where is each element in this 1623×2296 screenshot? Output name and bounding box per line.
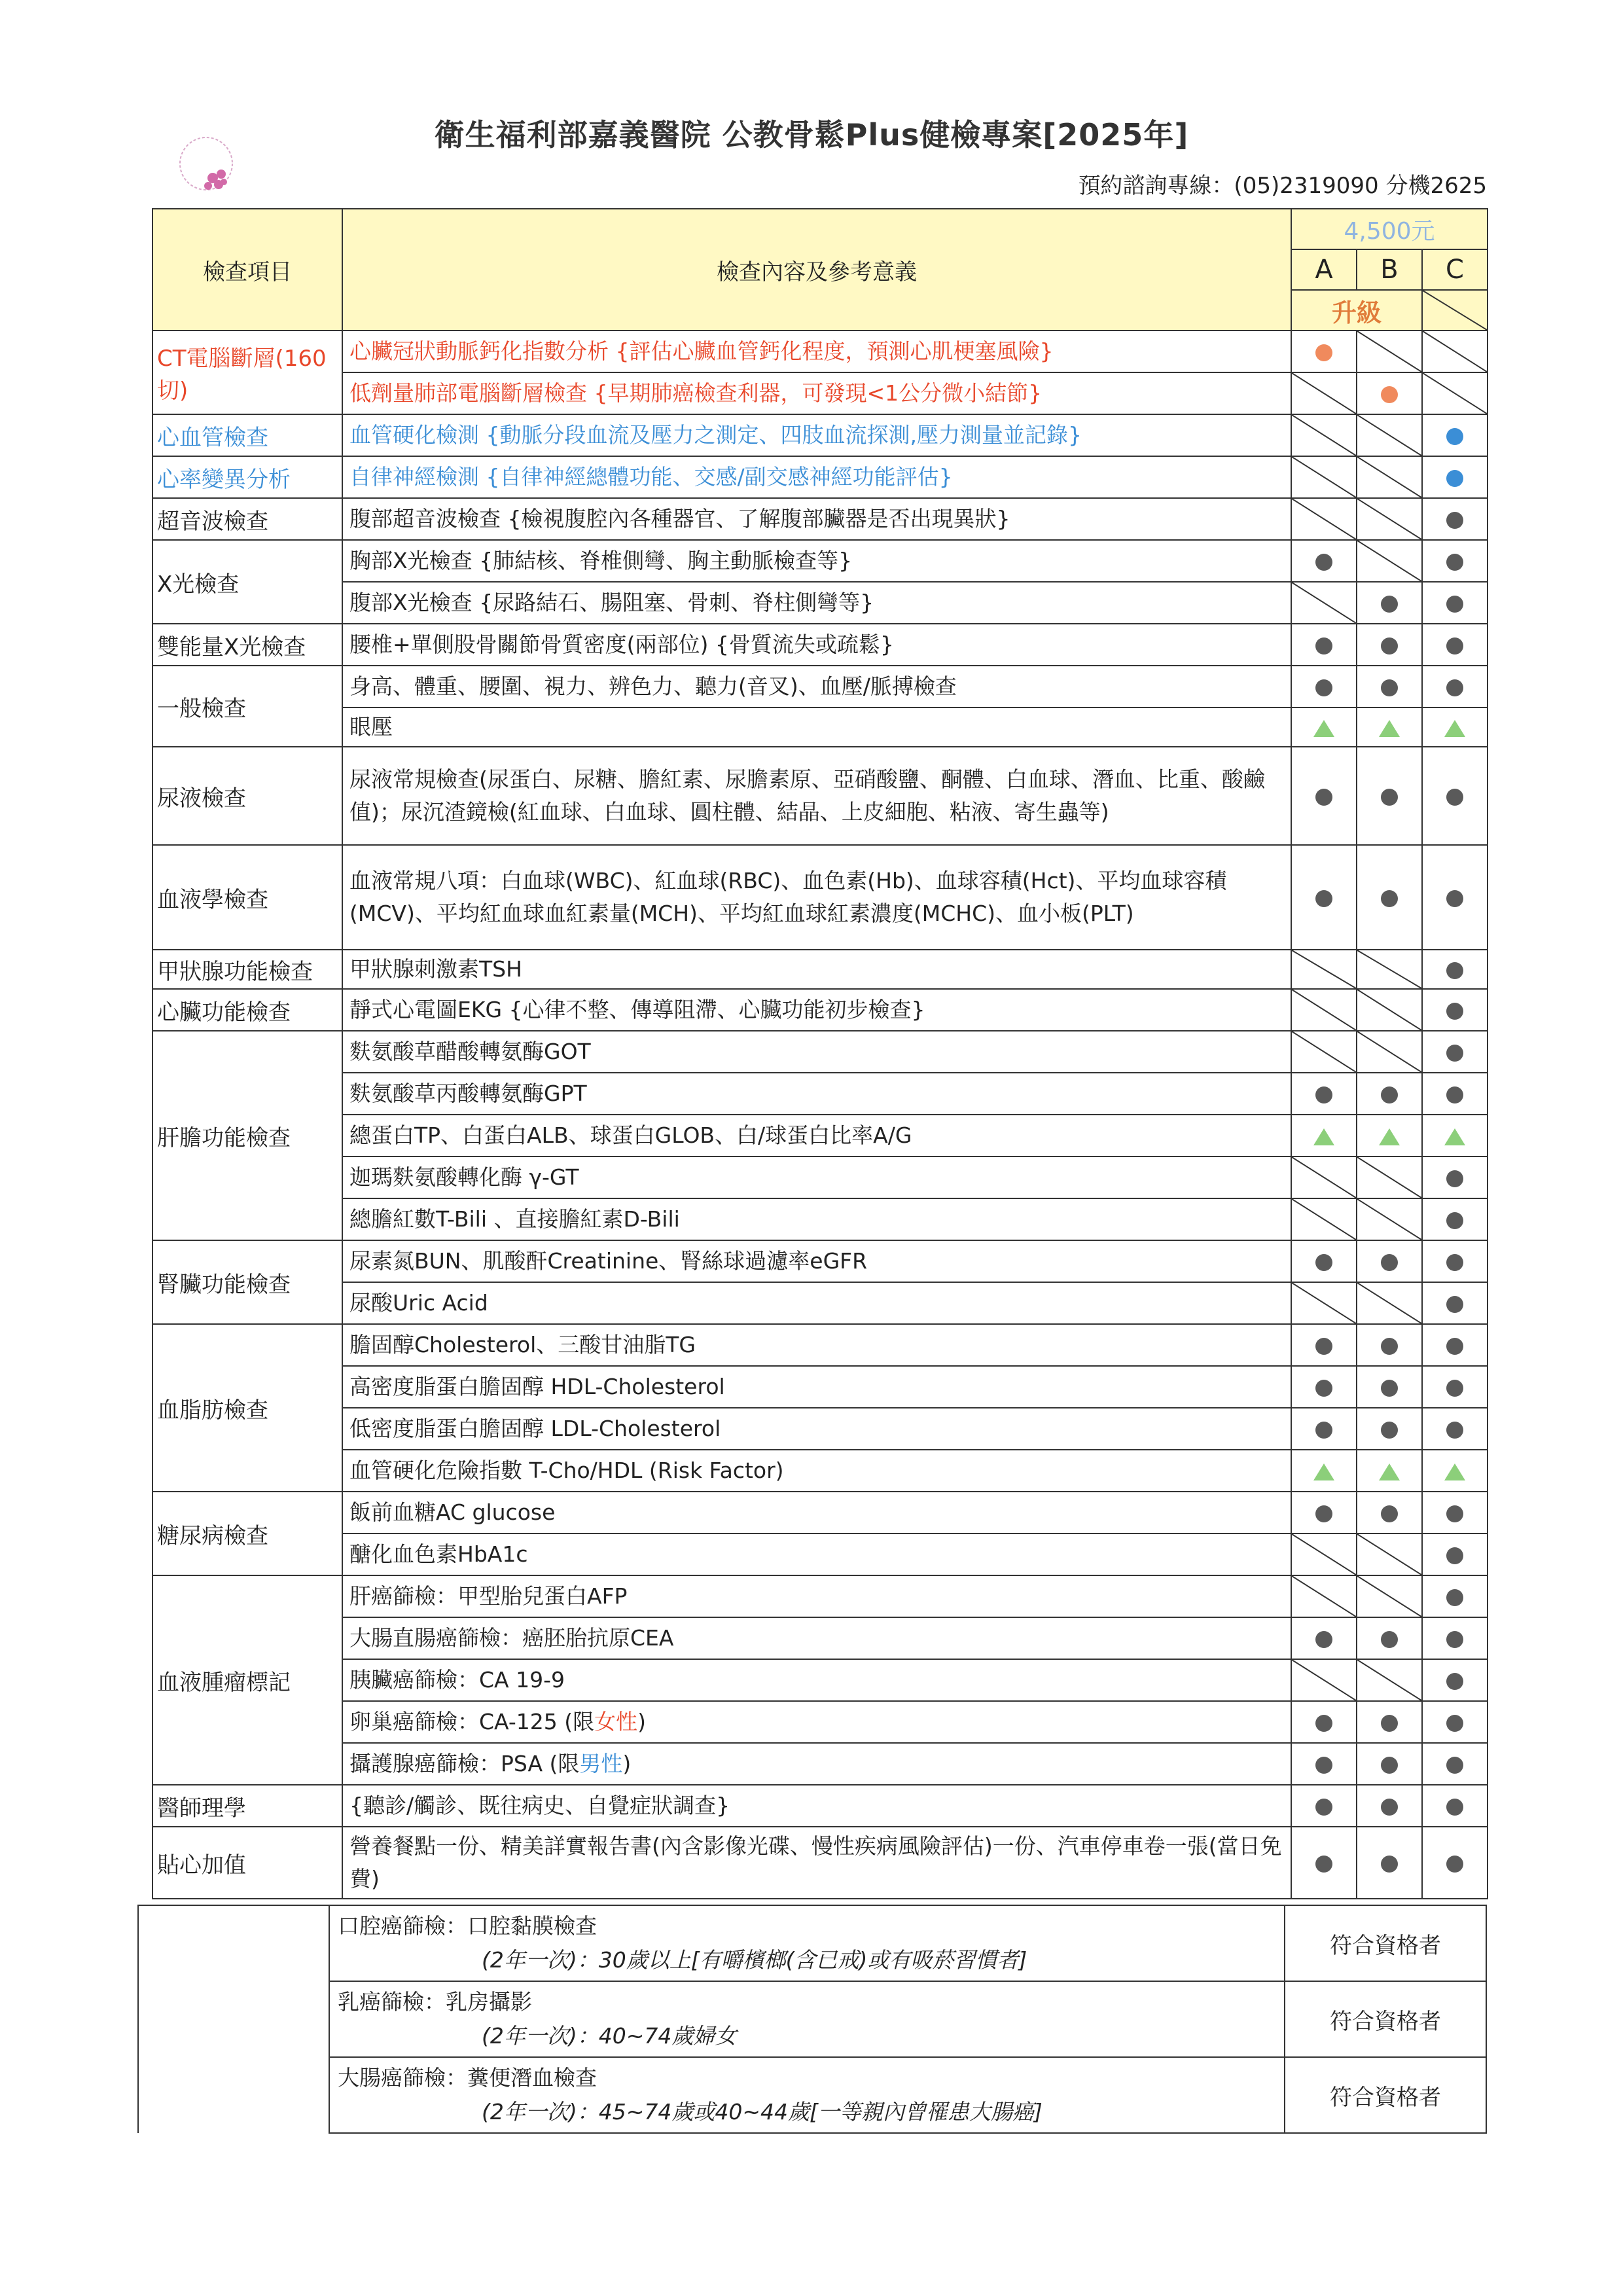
dot-icon: [1315, 789, 1332, 806]
table-row: [152, 747, 1488, 845]
table-row: [152, 1240, 1488, 1282]
plan-b-included: [1357, 1701, 1422, 1743]
plan-c-included: [1422, 1031, 1488, 1073]
table-row: [152, 950, 1488, 989]
plan-a-not-included: [1291, 1157, 1357, 1198]
plan-b-optional: [1357, 708, 1422, 747]
plan-a-not-included: [1291, 1534, 1357, 1575]
plan-c-included: [1422, 1659, 1488, 1701]
table-row: [152, 456, 1488, 498]
plan-c-included: [1422, 414, 1488, 456]
plan-a-optional: [1291, 708, 1357, 747]
screening-cell: [329, 2057, 1285, 2133]
screening-cell: [329, 1905, 1285, 1981]
plan-c-included: [1422, 747, 1488, 845]
category-cell: 心臟功能檢查: [152, 989, 342, 1031]
dot-icon: [1381, 1631, 1398, 1648]
table-row: [152, 1617, 1488, 1659]
table-row: [152, 1701, 1488, 1743]
plan-a-not-included: [1291, 414, 1357, 456]
empty-cell: [138, 1905, 329, 1981]
screening-criteria: (2年一次)：40~74歲婦女: [482, 2023, 737, 2049]
table-row: [152, 1827, 1488, 1899]
plan-a-not-included: [1291, 1575, 1357, 1617]
plan-a-included: [1291, 1827, 1357, 1899]
triangle-icon: [1313, 1463, 1334, 1480]
category-cell: 醫師理學: [152, 1785, 342, 1827]
item-cell: 血管硬化危險指數 T-Cho/HDL (Risk Factor): [342, 1450, 1291, 1492]
item-cell: 麩氨酸草醋酸轉氨酶GOT: [342, 1031, 1291, 1073]
dot-icon: [1381, 1505, 1398, 1522]
item-cell: 總膽紅數T-Bili 、直接膽紅素D-Bili: [342, 1198, 1291, 1240]
dot-icon: [1446, 512, 1463, 529]
plan-b-not-included: [1357, 1282, 1422, 1324]
plan-b-not-included: [1357, 1031, 1422, 1073]
plan-c-included: [1422, 950, 1488, 989]
item-cell: 胰臟癌篩檢：CA 19-9: [342, 1659, 1291, 1701]
plan-c-optional: [1422, 1115, 1488, 1157]
plan-b-not-included: [1357, 456, 1422, 498]
screening-criteria: (2年一次)：30歲以上[有嚼檳榔(含已戒)或有吸菸習慣者]: [482, 1947, 1027, 1973]
dot-icon: [1315, 1254, 1332, 1271]
plan-b-not-included: [1357, 331, 1422, 372]
plan-b-included: [1357, 372, 1422, 414]
plan-a-not-included: [1291, 498, 1357, 540]
item-cell: 大腸直腸癌篩檢：癌胚胎抗原CEA: [342, 1617, 1291, 1659]
screening-title: 口腔癌篩檢：口腔黏膜檢查: [338, 1913, 597, 1939]
table-row: [152, 1324, 1488, 1366]
item-cell: 高密度脂蛋白膽固醇 HDL-Cholesterol: [342, 1366, 1291, 1408]
plan-c-included: [1422, 1534, 1488, 1575]
table-row: [152, 1157, 1488, 1198]
dot-icon: [1446, 1003, 1463, 1020]
plan-a-included: [1291, 845, 1357, 950]
plan-c-included: [1422, 1240, 1488, 1282]
table-row: [152, 1534, 1488, 1575]
table-row: [152, 331, 1488, 372]
plan-a-not-included: [1291, 456, 1357, 498]
eligibility-cell: 符合資格者: [1285, 1905, 1486, 1981]
dot-icon: [1315, 1338, 1332, 1355]
triangle-icon: [1313, 720, 1334, 737]
category-cell: 超音波檢查: [152, 498, 342, 540]
table-row: [152, 1031, 1488, 1073]
dot-icon: [1446, 1338, 1463, 1355]
item-cell: {聽診/觸診、既往病史、自覺症狀調查}: [342, 1785, 1291, 1827]
screening-title: 乳癌篩檢：乳房攝影: [338, 1989, 532, 2015]
plan-a-not-included: [1291, 372, 1357, 414]
dot-icon: [1315, 1380, 1332, 1397]
dot-icon: [1446, 1086, 1463, 1103]
dot-icon: [1446, 1673, 1463, 1690]
plan-a-not-included: [1291, 1282, 1357, 1324]
dot-icon: [1315, 554, 1332, 571]
table-row: [152, 1366, 1488, 1408]
empty-cell: [1422, 290, 1488, 331]
item-cell: 麩氨酸草丙酸轉氨酶GPT: [342, 1073, 1291, 1115]
triangle-icon: [1313, 1128, 1334, 1145]
category-cell: 血液腫瘤標記: [152, 1575, 342, 1785]
table-row: [152, 1408, 1488, 1450]
item-cell: 腰椎+單側股骨關節骨質密度(兩部位) {骨質流失或疏鬆}: [342, 624, 1291, 666]
category-cell: CT電腦斷層(160切): [152, 331, 342, 414]
plan-a-included: [1291, 1785, 1357, 1827]
dot-icon: [1315, 1631, 1332, 1648]
table-row: [152, 1659, 1488, 1701]
dot-icon: [1446, 890, 1463, 907]
dot-icon: [1381, 789, 1398, 806]
item-cell: 血管硬化檢測 {動脈分段血流及壓力之測定、四肢血流探測,壓力測量並記錄}: [342, 414, 1291, 456]
screening-table: [137, 1905, 1487, 2134]
plan-b-not-included: [1357, 498, 1422, 540]
plan-b-included: [1357, 1827, 1422, 1899]
triangle-icon: [1379, 720, 1400, 737]
table-row: [152, 1450, 1488, 1492]
dot-icon: [1315, 344, 1332, 361]
screening-criteria: (2年一次)：45~74歲或40~44歲[一等親內曾罹患大腸癌]: [482, 2099, 1043, 2125]
plan-b-included: [1357, 1240, 1422, 1282]
plan-b-included: [1357, 582, 1422, 624]
screening-title: 大腸癌篩檢：糞便潛血檢查: [338, 2065, 597, 2090]
plan-a-not-included: [1291, 1031, 1357, 1073]
item-cell: 胸部X光檢查 {肺結核、脊椎側彎、胸主動脈檢查等}: [342, 540, 1291, 582]
plan-b-included: [1357, 624, 1422, 666]
category-cell: 雙能量X光檢查: [152, 624, 342, 666]
plan-a-not-included: [1291, 989, 1357, 1031]
plan-a-included: [1291, 624, 1357, 666]
table-row: [152, 498, 1488, 540]
price-label: 4,500元: [1291, 209, 1488, 249]
table-row: [152, 540, 1488, 582]
category-cell: 甲狀腺功能檢查: [152, 950, 342, 989]
plan-c-included: [1422, 989, 1488, 1031]
dot-icon: [1446, 1254, 1463, 1271]
plan-c-included: [1422, 1617, 1488, 1659]
dot-icon: [1446, 1505, 1463, 1522]
plan-b-header: B: [1357, 249, 1422, 290]
gender-limit: 男性: [579, 1751, 623, 1776]
plan-c-included: [1422, 1492, 1488, 1534]
dot-icon: [1315, 1799, 1332, 1816]
plan-c-included: [1422, 498, 1488, 540]
dot-icon: [1446, 1547, 1463, 1564]
plan-c-included: [1422, 845, 1488, 950]
screening-row: [138, 2057, 1486, 2133]
dot-icon: [1446, 1856, 1463, 1873]
category-cell: 血液學檢查: [152, 845, 342, 950]
table-row: [152, 1575, 1488, 1617]
dot-icon: [1381, 637, 1398, 655]
gender-limit: 女性: [594, 1709, 638, 1734]
dot-icon: [1381, 1086, 1398, 1103]
item-cell: 營養餐點一份、精美詳實報告書(內含影像光碟、慢性疾病風險評估)一份、汽車停車卷一張(當日免費): [342, 1827, 1291, 1899]
dot-icon: [1381, 1715, 1398, 1732]
empty-cell: [138, 1981, 329, 2057]
dot-icon: [1446, 1589, 1463, 1606]
triangle-icon: [1379, 1463, 1400, 1480]
plan-a-not-included: [1291, 582, 1357, 624]
triangle-icon: [1444, 1128, 1465, 1145]
item-cell: 迦瑪麩氨酸轉化酶 γ-GT: [342, 1157, 1291, 1198]
table-row: [152, 845, 1488, 950]
dot-icon: [1381, 1856, 1398, 1873]
dot-icon: [1446, 1212, 1463, 1229]
dot-icon: [1315, 679, 1332, 696]
dot-icon: [1381, 1338, 1398, 1355]
dot-icon: [1446, 554, 1463, 571]
table-row: [152, 708, 1488, 747]
plan-b-not-included: [1357, 1575, 1422, 1617]
item-cell: 總蛋白TP、白蛋白ALB、球蛋白GLOB、白/球蛋白比率A/G: [342, 1115, 1291, 1157]
plan-b-not-included: [1357, 1534, 1422, 1575]
plan-a-included: [1291, 747, 1357, 845]
item-cell: [342, 1701, 1291, 1743]
plan-b-not-included: [1357, 989, 1422, 1031]
plan-a-included: [1291, 1617, 1357, 1659]
plan-a-included: [1291, 1408, 1357, 1450]
dot-icon: [1381, 1757, 1398, 1774]
dot-icon: [1446, 1380, 1463, 1397]
table-row: [152, 372, 1488, 414]
plan-b-included: [1357, 1785, 1422, 1827]
dot-icon: [1381, 1380, 1398, 1397]
category-cell: 一般檢查: [152, 666, 342, 747]
plan-a-included: [1291, 666, 1357, 708]
plan-b-included: [1357, 1073, 1422, 1115]
item-cell: 腹部X光檢查 {尿路結石、腸阻塞、骨刺、脊柱側彎等}: [342, 582, 1291, 624]
category-cell: 肝膽功能檢查: [152, 1031, 342, 1240]
eligibility-cell: 符合資格者: [1285, 2057, 1486, 2133]
plan-c-included: [1422, 624, 1488, 666]
plan-a-header: A: [1291, 249, 1357, 290]
screening-row: [138, 1905, 1486, 1981]
item-cell: 甲狀腺刺激素TSH: [342, 950, 1291, 989]
dot-icon: [1315, 1505, 1332, 1522]
item-cell: 心臟冠狀動脈鈣化指數分析 {評估心臟血管鈣化程度，預測心肌梗塞風險}: [342, 331, 1291, 372]
plan-a-optional: [1291, 1450, 1357, 1492]
plan-c-included: [1422, 1198, 1488, 1240]
category-cell: 心血管檢查: [152, 414, 342, 456]
item-cell: 醣化血色素HbA1c: [342, 1534, 1291, 1575]
dot-icon: [1381, 1254, 1398, 1271]
item-text: ): [637, 1709, 647, 1734]
plan-a-included: [1291, 331, 1357, 372]
plan-a-included: [1291, 1073, 1357, 1115]
plan-c-included: [1422, 1366, 1488, 1408]
plan-a-included: [1291, 1701, 1357, 1743]
table-row: [152, 582, 1488, 624]
item-cell: 低密度脂蛋白膽固醇 LDL-Cholesterol: [342, 1408, 1291, 1450]
dot-icon: [1446, 1170, 1463, 1187]
item-cell: 尿酸Uric Acid: [342, 1282, 1291, 1324]
dot-icon: [1446, 1045, 1463, 1062]
table-row: [152, 1073, 1488, 1115]
item-text: 卵巢癌篩檢：CA-125 (限: [349, 1709, 595, 1734]
plan-a-included: [1291, 1743, 1357, 1785]
dot-icon: [1315, 1086, 1332, 1103]
plan-b-optional: [1357, 1450, 1422, 1492]
plan-a-included: [1291, 1324, 1357, 1366]
dot-icon: [1315, 890, 1332, 907]
dot-icon: [1446, 1296, 1463, 1313]
plan-c-included: [1422, 1073, 1488, 1115]
plan-c-included: [1422, 1701, 1488, 1743]
plan-a-included: [1291, 540, 1357, 582]
plan-c-included: [1422, 1827, 1488, 1899]
plan-a-optional: [1291, 1115, 1357, 1157]
dot-icon: [1446, 1631, 1463, 1648]
dot-icon: [1446, 789, 1463, 806]
plan-c-included: [1422, 540, 1488, 582]
screening-cell: [329, 1981, 1285, 2057]
dot-icon: [1381, 890, 1398, 907]
plan-c-not-included: [1422, 331, 1488, 372]
dot-icon: [1315, 1856, 1332, 1873]
table-row: [152, 1492, 1488, 1534]
dot-icon: [1381, 596, 1398, 613]
reservation-hotline: 預約諮詢專線：(05)2319090 分機2625: [1078, 173, 1487, 199]
item-cell: 靜式心電圖EKG {心律不整、傳導阻滯、心臟功能初步檢查}: [342, 989, 1291, 1031]
dot-icon: [1315, 1422, 1332, 1439]
item-cell: 低劑量肺部電腦斷層檢查 {早期肺癌檢查利器，可發現<1公分微小結節}: [342, 372, 1291, 414]
table-row: [152, 666, 1488, 708]
plan-a-included: [1291, 1492, 1357, 1534]
table-row: [152, 989, 1488, 1031]
dot-icon: [1381, 1799, 1398, 1816]
plan-a-not-included: [1291, 1659, 1357, 1701]
plan-c-included: [1422, 1743, 1488, 1785]
upgrade-label: 升級: [1291, 290, 1422, 331]
empty-cell: [138, 2057, 329, 2133]
plan-c-included: [1422, 1408, 1488, 1450]
plan-c-included: [1422, 582, 1488, 624]
table-row: [152, 1115, 1488, 1157]
plan-b-included: [1357, 1324, 1422, 1366]
item-cell: [342, 1743, 1291, 1785]
plan-b-included: [1357, 1492, 1422, 1534]
item-cell: 自律神經檢測 {自律神經總體功能、交感/副交感神經功能評估}: [342, 456, 1291, 498]
triangle-icon: [1379, 1128, 1400, 1145]
dot-icon: [1446, 596, 1463, 613]
dot-icon: [1315, 1715, 1332, 1732]
screening-row: [138, 1981, 1486, 2057]
plan-c-optional: [1422, 708, 1488, 747]
dot-icon: [1446, 1422, 1463, 1439]
category-cell: 心率變異分析: [152, 456, 342, 498]
item-text: ): [622, 1751, 632, 1776]
plan-b-not-included: [1357, 1198, 1422, 1240]
plan-b-included: [1357, 845, 1422, 950]
plan-b-included: [1357, 1617, 1422, 1659]
item-cell: 血液常規八項：白血球(WBC)、紅血球(RBC)、血色素(Hb)、血球容積(Hct)、平均血球容積(MCV)、平均紅血球血紅素量(MCH)、平均紅血球紅素濃度(MCHC)、血小板(PLT): [342, 845, 1291, 950]
plan-b-not-included: [1357, 1659, 1422, 1701]
dot-icon: [1315, 1757, 1332, 1774]
plan-c-included: [1422, 1157, 1488, 1198]
plan-b-not-included: [1357, 1157, 1422, 1198]
item-cell: 飯前血糖AC glucose: [342, 1492, 1291, 1534]
plan-c-header: C: [1422, 249, 1488, 290]
dot-icon: [1446, 1799, 1463, 1816]
plan-c-not-included: [1422, 372, 1488, 414]
table-row: [152, 1785, 1488, 1827]
dot-icon: [1446, 679, 1463, 696]
plan-a-included: [1291, 1240, 1357, 1282]
plan-b-included: [1357, 1366, 1422, 1408]
item-text: 攝護腺癌篩檢：PSA (限: [349, 1751, 580, 1776]
plan-c-included: [1422, 1575, 1488, 1617]
dot-icon: [1446, 962, 1463, 979]
page-title: 衛生福利部嘉義醫院 公教骨鬆Plus健檢專案[2025年]: [434, 117, 1189, 152]
item-cell: 尿液常規檢查(尿蛋白、尿糖、膽紅素、尿膽素原、亞硝酸鹽、酮體、白血球、潛血、比重、酸鹼值)；尿沉渣鏡檢(紅血球、白血球、圓柱體、結晶、上皮細胞、粘液、寄生蟲等): [342, 747, 1291, 845]
plan-c-included: [1422, 1282, 1488, 1324]
header-content-col: 檢查內容及參考意義: [342, 209, 1291, 331]
dot-icon: [1315, 637, 1332, 655]
dot-icon: [1381, 1422, 1398, 1439]
plan-c-included: [1422, 1324, 1488, 1366]
dot-icon: [1446, 1757, 1463, 1774]
table-row: [152, 414, 1488, 456]
item-cell: 尿素氮BUN、肌酸酐Creatinine、腎絲球過濾率eGFR: [342, 1240, 1291, 1282]
dot-icon: [1446, 470, 1463, 487]
plan-c-included: [1422, 1785, 1488, 1827]
item-cell: 肝癌篩檢：甲型胎兒蛋白AFP: [342, 1575, 1291, 1617]
triangle-icon: [1444, 1463, 1465, 1480]
category-cell: 腎臟功能檢查: [152, 1240, 342, 1324]
item-cell: 身高、體重、腰圍、視力、辨色力、聽力(音叉)、血壓/脈搏檢查: [342, 666, 1291, 708]
item-cell: 眼壓: [342, 708, 1291, 747]
dot-icon: [1381, 679, 1398, 696]
plan-b-not-included: [1357, 414, 1422, 456]
triangle-icon: [1444, 720, 1465, 737]
plan-b-included: [1357, 1408, 1422, 1450]
plan-b-optional: [1357, 1115, 1422, 1157]
plan-a-not-included: [1291, 1198, 1357, 1240]
dot-icon: [1446, 428, 1463, 445]
category-cell: 血脂肪檢查: [152, 1324, 342, 1492]
plan-b-included: [1357, 747, 1422, 845]
table-row: [152, 1198, 1488, 1240]
dot-icon: [1446, 1715, 1463, 1732]
category-cell: 貼心加值: [152, 1827, 342, 1899]
dot-icon: [1446, 637, 1463, 655]
table-row: [152, 1743, 1488, 1785]
item-cell: 膽固醇Cholesterol、三酸甘油脂TG: [342, 1324, 1291, 1366]
plan-b-not-included: [1357, 540, 1422, 582]
category-cell: 尿液檢查: [152, 747, 342, 845]
header-item-col: 檢查項目: [152, 209, 342, 331]
plan-c-included: [1422, 456, 1488, 498]
table-row: [152, 1282, 1488, 1324]
plan-a-included: [1291, 1366, 1357, 1408]
checkup-table: [152, 208, 1488, 1899]
plan-b-included: [1357, 1743, 1422, 1785]
plan-c-optional: [1422, 1450, 1488, 1492]
category-cell: X光檢查: [152, 540, 342, 624]
plan-b-included: [1357, 666, 1422, 708]
plan-b-not-included: [1357, 950, 1422, 989]
category-cell: 糖尿病檢查: [152, 1492, 342, 1575]
table-row: [152, 624, 1488, 666]
item-cell: 腹部超音波檢查 {檢視腹腔內各種器官、了解腹部臟器是否出現異狀}: [342, 498, 1291, 540]
plan-a-not-included: [1291, 950, 1357, 989]
plan-c-included: [1422, 666, 1488, 708]
dot-icon: [1381, 386, 1398, 403]
eligibility-cell: 符合資格者: [1285, 1981, 1486, 2057]
